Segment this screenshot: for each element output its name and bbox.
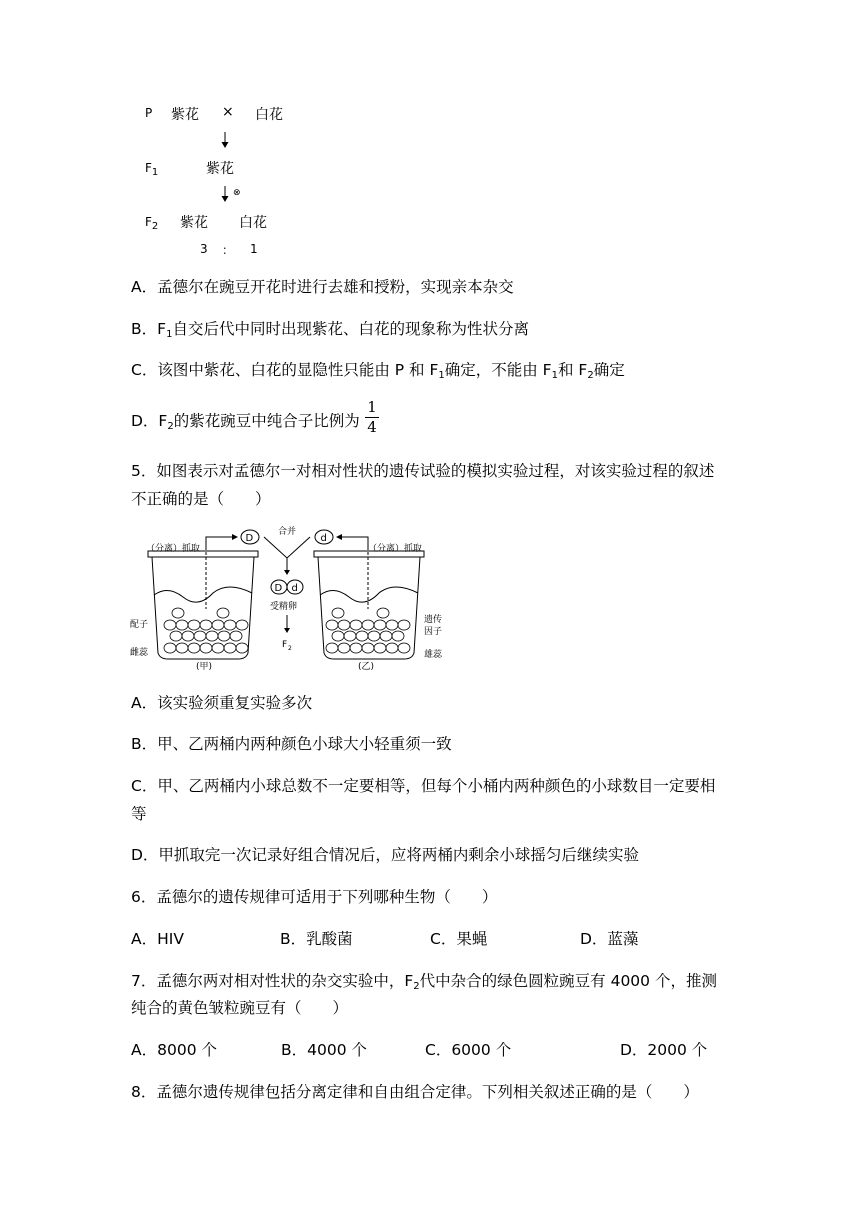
q7-stem-line1: 7．孟德尔两对相对性状的杂交实验中，$F_2$代中杂合的绿色圆粒豌豆有 4000 个，推测 [131, 972, 717, 992]
q6-option-b: B．乳酸菌 [280, 930, 353, 948]
zygote-d: d [291, 583, 298, 594]
fertilized-egg-label: 受精卵 [270, 602, 298, 612]
bucket-left-label: (甲) [196, 662, 213, 672]
q5-stem-line2: 不正确的是（ ） [131, 490, 271, 508]
f2-white-flower: 白花 [239, 215, 267, 231]
q5-option-c-line2: 等 [131, 805, 147, 823]
q6-option-a: A．HIV [131, 930, 184, 948]
gamete-label: 配子 [130, 620, 149, 630]
pistil-label: 雌蕊 [130, 648, 149, 658]
generation-label-f1: $F_1$ [145, 161, 159, 178]
f2-figure-label: F [282, 640, 288, 650]
left-grab-label: （分离）抓取 [146, 544, 201, 554]
left-gamete-D: D [245, 533, 254, 544]
parent-purple-flower: 紫花 [171, 107, 199, 123]
arrow-down-icon [218, 185, 232, 203]
cross-symbol: × [222, 104, 234, 120]
q5-stem-line1: 5．如图表示对孟德尔一对相对性状的遗传试验的模拟实验过程，对该实验过程的叙述 [131, 462, 715, 480]
q7-option-c: C．6000 个 [425, 1041, 512, 1059]
bucket-right-label: (乙) [358, 662, 375, 672]
ratio-colon: ： [222, 243, 235, 257]
merge-label: 合并 [278, 527, 297, 537]
zygote-D: D [274, 583, 283, 594]
q5-option-d: D．甲抓取完一次记录好组合情况后，应将两桶内剩余小球摇匀后继续实验 [131, 846, 639, 864]
ratio-right: 1 [250, 242, 258, 256]
ratio-left: 3 [200, 242, 208, 256]
f1-purple-flower: 紫花 [206, 161, 234, 177]
q7-stem-line2: 纯合的黄色皱粒豌豆有（ ） [131, 999, 349, 1017]
q5-option-c-line1: C．甲、乙两桶内小球总数不一定要相等，但每个小桶内两种颜色的小球数目一定要相 [131, 777, 716, 795]
q6-option-c: C．果蝇 [430, 930, 488, 948]
q8-stem: 8．孟德尔遗传规律包括分离定律和自由组合定律。下列相关叙述正确的是（ ） [131, 1083, 699, 1101]
f2-purple-flower: 紫花 [180, 215, 208, 231]
stamen-label: 雄蕊 [424, 650, 443, 660]
q4-option-a: A．孟德尔在豌豆开花时进行去雄和授粉，实现亲本杂交 [131, 278, 514, 296]
genetic-factor-label-2: 因子 [424, 627, 443, 637]
q7-option-a: A．8000 个 [131, 1041, 217, 1059]
bucket-simulation-figure [128, 523, 443, 675]
right-gamete-d: d [320, 533, 327, 544]
q4-option-b: B．$F_1$自交后代中同时出现紫花、白花的现象称为性状分离 [131, 320, 529, 340]
q5-option-a: A．该实验须重复实验多次 [131, 694, 313, 712]
fraction-numerator: 1 [367, 398, 377, 416]
selfing-symbol: ⊗ [233, 188, 241, 198]
genetic-factor-label-1: 遗传 [424, 615, 443, 625]
q4-option-c: C．该图中紫花、白花的显隐性只能由 P 和 $F_1$确定，不能由 $F_1$和 $F_2$确定 [131, 361, 625, 381]
arrow-down-icon [218, 131, 232, 149]
f2-figure-subscript: 2 [288, 645, 292, 652]
generation-label-f2: $F_2$ [145, 215, 159, 232]
parent-white-flower: 白花 [255, 107, 283, 123]
fraction-one-quarter [365, 399, 379, 436]
q7-option-b: B．4000 个 [281, 1041, 368, 1059]
bucket-right [314, 537, 424, 659]
q6-stem: 6．孟德尔的遗传规律可适用于下列哪种生物（ ） [131, 888, 498, 906]
q7-option-d: D．2000 个 [620, 1041, 708, 1059]
q5-option-b: B．甲、乙两桶内两种颜色小球大小轻重须一致 [131, 735, 452, 753]
q6-option-d: D．蓝藻 [580, 930, 639, 948]
fraction-denominator: 4 [367, 418, 377, 436]
generation-label-p: P [145, 106, 153, 120]
right-grab-label: （分离）抓取 [368, 544, 423, 554]
q4-option-d: D．$F_2$的紫花豌豆中纯合子比例为 [131, 412, 360, 432]
